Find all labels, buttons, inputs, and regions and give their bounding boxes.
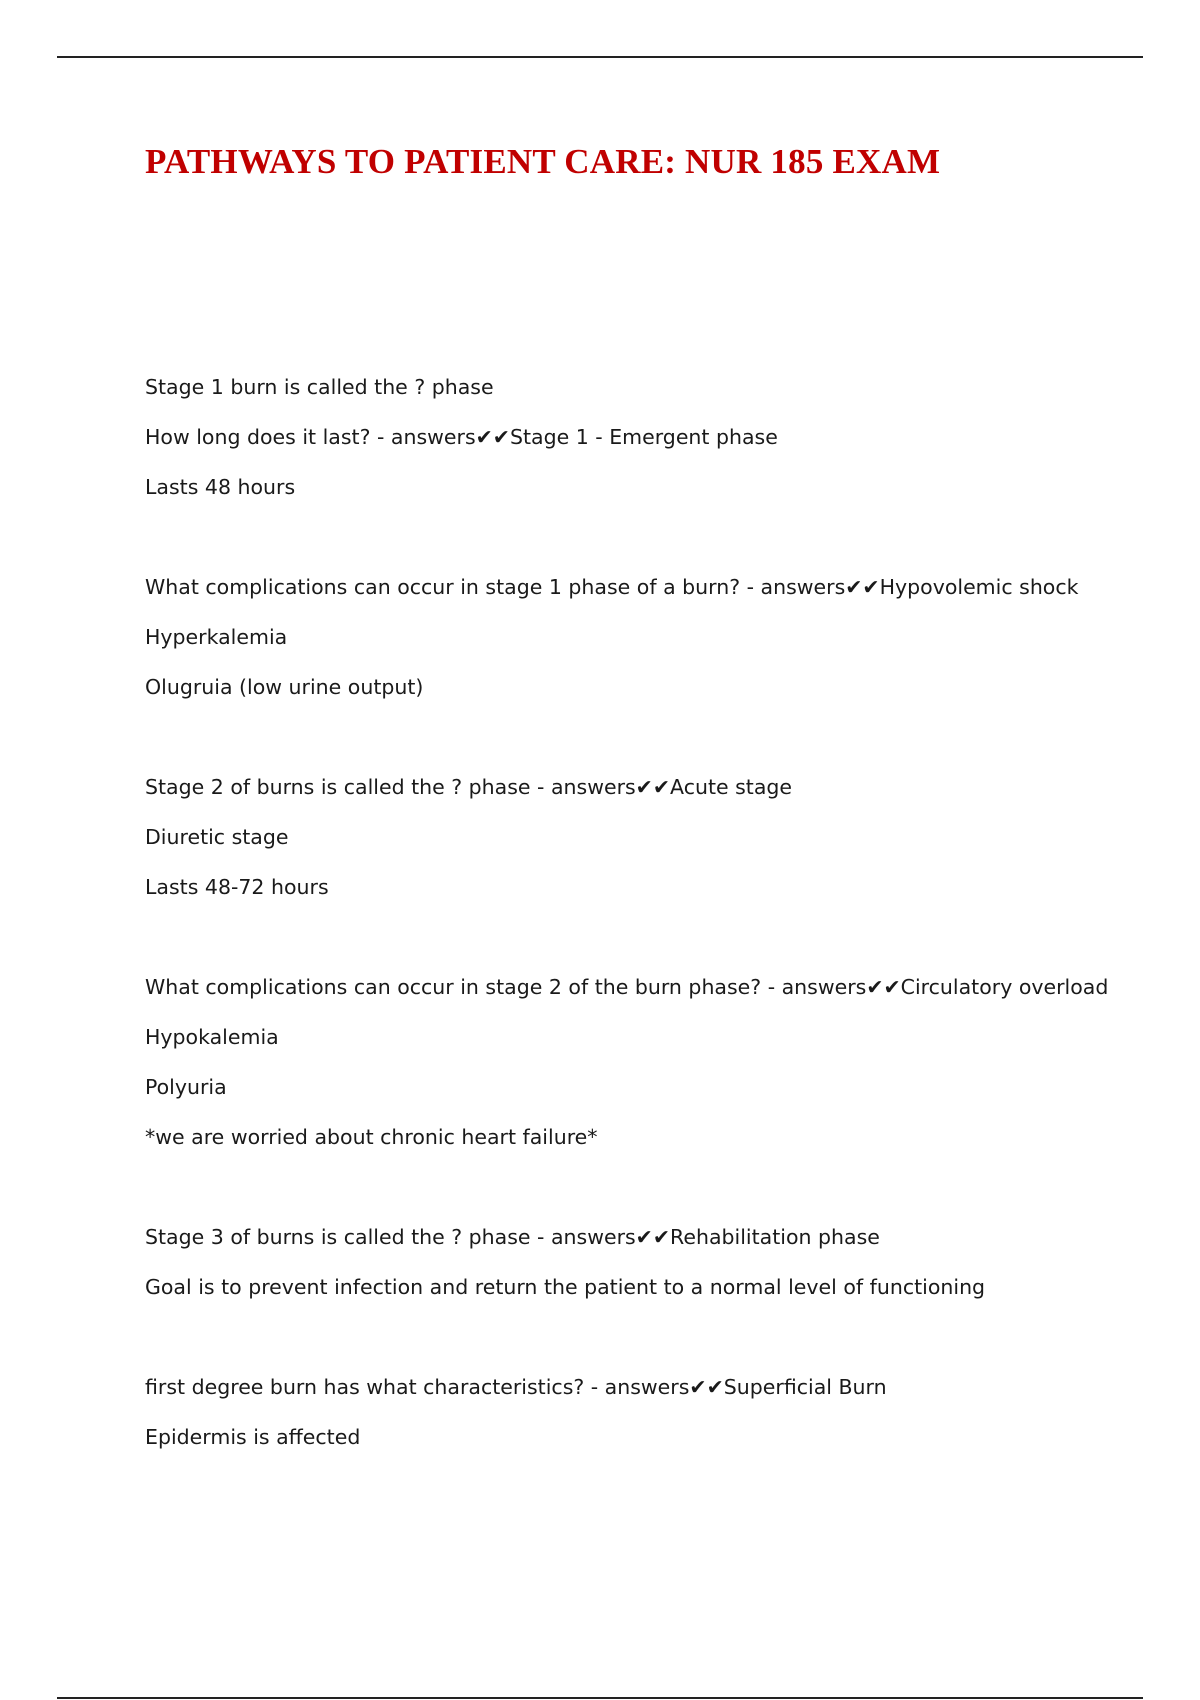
bottom-rule	[57, 1697, 1143, 1699]
qa-line: Stage 2 of burns is called the ? phase - answers✔✔Acute stage	[145, 775, 793, 799]
qa-line: Epidermis is affected	[145, 1425, 361, 1449]
qa-block	[145, 1212, 1145, 1312]
qa-line: first degree burn has what characteristics? - answers✔✔Superficial Burn	[145, 1375, 887, 1399]
qa-line: Lasts 48 hours	[145, 475, 296, 499]
qa-line: Polyuria	[145, 1075, 227, 1099]
qa-block	[145, 762, 1145, 912]
top-rule	[57, 56, 1143, 58]
qa-line: Lasts 48-72 hours	[145, 875, 329, 899]
qa-line: Stage 3 of burns is called the ? phase - answers✔✔Rehabilitation phase	[145, 1225, 880, 1249]
qa-line: Stage 1 burn is called the ? phase	[145, 375, 494, 399]
qa-line: Hypokalemia	[145, 1025, 279, 1049]
qa-line: Goal is to prevent infection and return the patient to a normal level of functioning	[145, 1275, 986, 1299]
qa-line: What complications can occur in stage 2 of the burn phase? - answers✔✔Circulatory overload	[145, 975, 1109, 999]
qa-block	[145, 962, 1145, 1162]
qa-block	[145, 1362, 1145, 1462]
qa-line: Diuretic stage	[145, 825, 289, 849]
document-title: PATHWAYS TO PATIENT CARE: NUR 185 EXAM	[145, 142, 941, 181]
qa-line: *we are worried about chronic heart failure*	[145, 1125, 598, 1149]
qa-line: What complications can occur in stage 1 phase of a burn? - answers✔✔Hypovolemic shock	[145, 575, 1079, 599]
qa-line: Hyperkalemia	[145, 625, 288, 649]
qa-block	[145, 362, 1145, 512]
qa-list	[145, 362, 1145, 1512]
qa-block	[145, 562, 1145, 712]
qa-line: Olugruia (low urine output)	[145, 675, 424, 699]
qa-line: How long does it last? - answers✔✔Stage 1 - Emergent phase	[145, 425, 778, 449]
